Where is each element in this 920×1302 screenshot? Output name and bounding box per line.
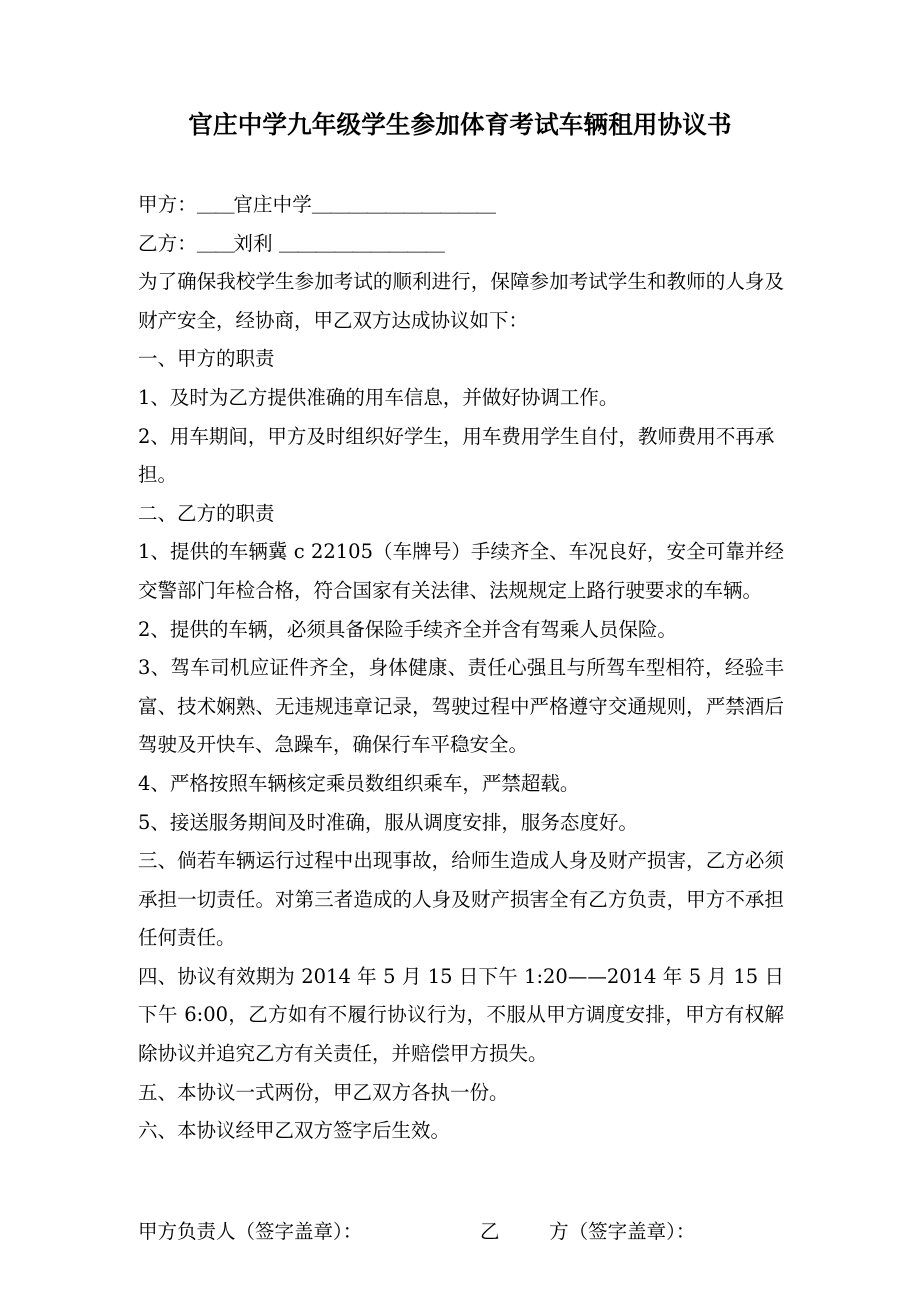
section-2-item-4: 4、严格按照车辆核定乘员数组织乘车，严禁超载。 — [138, 771, 580, 795]
party-b-value: 刘利 — [233, 231, 273, 255]
party-b-trail-rule: ＿＿＿＿＿＿＿＿＿ — [278, 231, 444, 255]
section-2-item-3: 3、驾车司机应证件齐全，身体健康、责任心强且与所驾车型相符，经验丰富、技术娴熟、无违规违章记录，驾驶过程中严格遵守交通规则，严禁酒后驾驶及开快车、急躁车，确保行车平稳安全。 — [138, 656, 784, 757]
clause-6: 六、本协议经甲乙双方签字后生效。 — [138, 1119, 451, 1143]
section-1-item-1: 1、及时为乙方提供准确的用车信息，并做好协调工作。 — [138, 385, 619, 409]
party-a-lead-rule: ＿＿ — [196, 193, 234, 216]
section-2-item-1: 1、提供的车辆冀 c 22105（车牌号）手续齐全、车况良好，安全可靠并经交警部门年检合格，符合国家有关法律、法规规定上路行驶要求的车辆。 — [138, 540, 784, 602]
clause-4: 四、协议有效期为 2014 年 5 月 15 日下午 1:20——2014 年 5 月 15 日下午 6:00，乙方如有不履行协议行为，不服从甲方调度安排，甲方有权解除协议并追究乙方有关责任，并赔偿甲方损失。 — [138, 964, 784, 1066]
party-b-lead-rule: ＿＿ — [196, 231, 234, 255]
section-1-item-2: 2、用车期间，甲方及时组织好学生，用车费用学生自付，教师费用不再承担。 — [138, 424, 775, 487]
section-heading-2: 二、乙方的职责 — [138, 501, 275, 525]
section-heading-1: 一、甲方的职责 — [138, 347, 275, 371]
party-a-trail-rule: ＿＿＿＿＿＿＿＿＿＿ — [311, 193, 495, 216]
clause-3: 三、倘若车辆运行过程中出现事故，给师生造成人身及财产损害，乙方必须承担一切责任。对第三者造成的人身及财产损害全有乙方负责，甲方不承担任何责任。 — [138, 849, 784, 950]
party-a-value: 官庄中学 — [233, 193, 312, 216]
clause-5: 五、本协议一式两份，甲乙双方各执一份。 — [138, 1080, 509, 1104]
signature-row: 甲方负责人（签字盖章）： 乙 方（签字盖章）： — [138, 1219, 696, 1243]
section-2-item-2: 2、提供的车辆，必须具备保险手续齐全并含有驾乘人员保险。 — [138, 617, 677, 641]
party-b-line — [138, 225, 784, 264]
document-body — [138, 186, 784, 1251]
party-b-label: 乙方： — [138, 231, 197, 255]
party-a-label: 甲方： — [138, 193, 197, 216]
section-2-item-5: 5、接送服务期间及时准确，服从调度安排，服务态度好。 — [138, 810, 638, 834]
page-title: 官庄中学九年级学生参加体育考试车辆租用协议书 — [188, 110, 732, 139]
party-a-line — [138, 186, 784, 225]
preamble-paragraph: 为了确保我校学生参加考试的顺利进行，保障参加考试学生和教师的人身及财产安全，经协商，甲乙双方达成协议如下： — [138, 270, 784, 332]
signature-spacer — [138, 1151, 784, 1213]
